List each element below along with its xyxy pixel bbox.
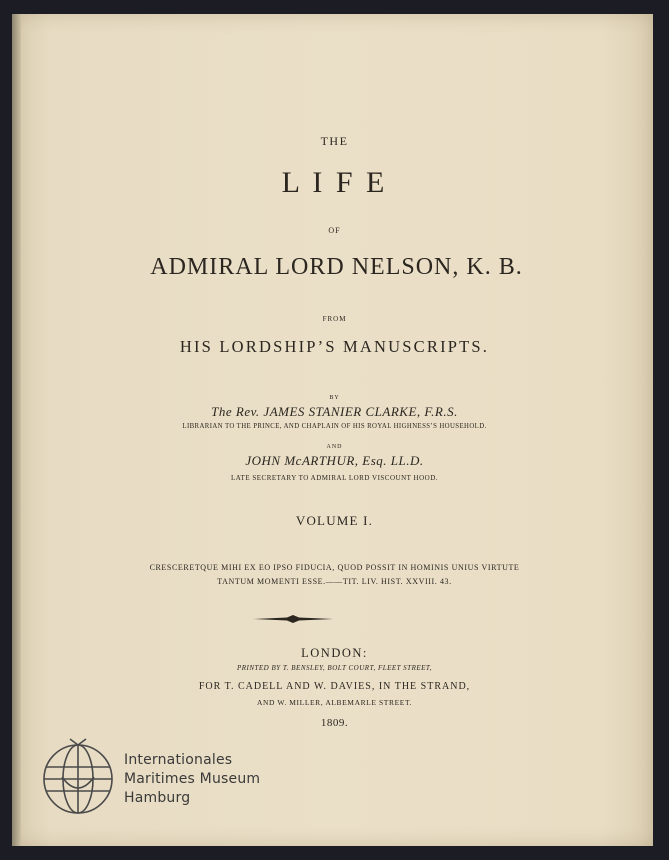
imprint-year: 1809. — [320, 717, 349, 729]
epigraph-line1: CRESCERETQUE MIHI EX EO IPSO FIDUCIA, QUOD POSSIT IN HOMINIS UNIUS VIRTUTE — [149, 563, 520, 572]
epigraph-line2: TANTUM MOMENTI ESSE.——TIT. LIV. HIST. XXVIII. 43. — [217, 577, 452, 586]
author-mcarthur-title: LATE SECRETARY TO ADMIRAL LORD VISCOUNT HOOD. — [231, 474, 438, 482]
museum-name-line1: Internationales — [124, 752, 233, 768]
author-clarke: The Rev. JAMES STANIER CLARKE, F.R.S. — [211, 404, 458, 419]
ornamental-rule-icon — [253, 614, 333, 624]
by-label: BY — [329, 395, 340, 401]
title-subject: ADMIRAL LORD NELSON, K. B. — [150, 254, 523, 280]
museum-name-line3: Hamburg — [124, 790, 191, 806]
imprint-publisher2: AND W. MILLER, ALBEMARLE STREET. — [256, 698, 413, 707]
title-source: HIS LORDSHIP’S MANUSCRIPTS. — [179, 337, 490, 356]
title-from: FROM — [322, 315, 347, 323]
imprint-city: LONDON: — [301, 646, 368, 660]
volume-number: VOLUME I. — [295, 513, 374, 528]
globe-ship-icon — [40, 737, 116, 819]
author-mcarthur: JOHN McARTHUR, Esq. LL.D. — [245, 453, 424, 468]
imprint-printer: PRINTED BY T. BENSLEY, BOLT COURT, FLEET STREET, — [236, 664, 433, 672]
title-the: THE — [320, 134, 349, 148]
museum-name-line2: Maritimes Museum — [124, 771, 261, 787]
title-life: L I F E — [281, 166, 388, 199]
author-clarke-title: LIBRARIAN TO THE PRINCE, AND CHAPLAIN OF HIS ROYAL HIGHNESS’S HOUSEHOLD. — [182, 423, 487, 430]
and-label: AND — [326, 444, 343, 450]
imprint-publisher: FOR T. CADELL AND W. DAVIES, IN THE STRAND, — [198, 681, 471, 692]
title-of: OF — [328, 226, 341, 235]
